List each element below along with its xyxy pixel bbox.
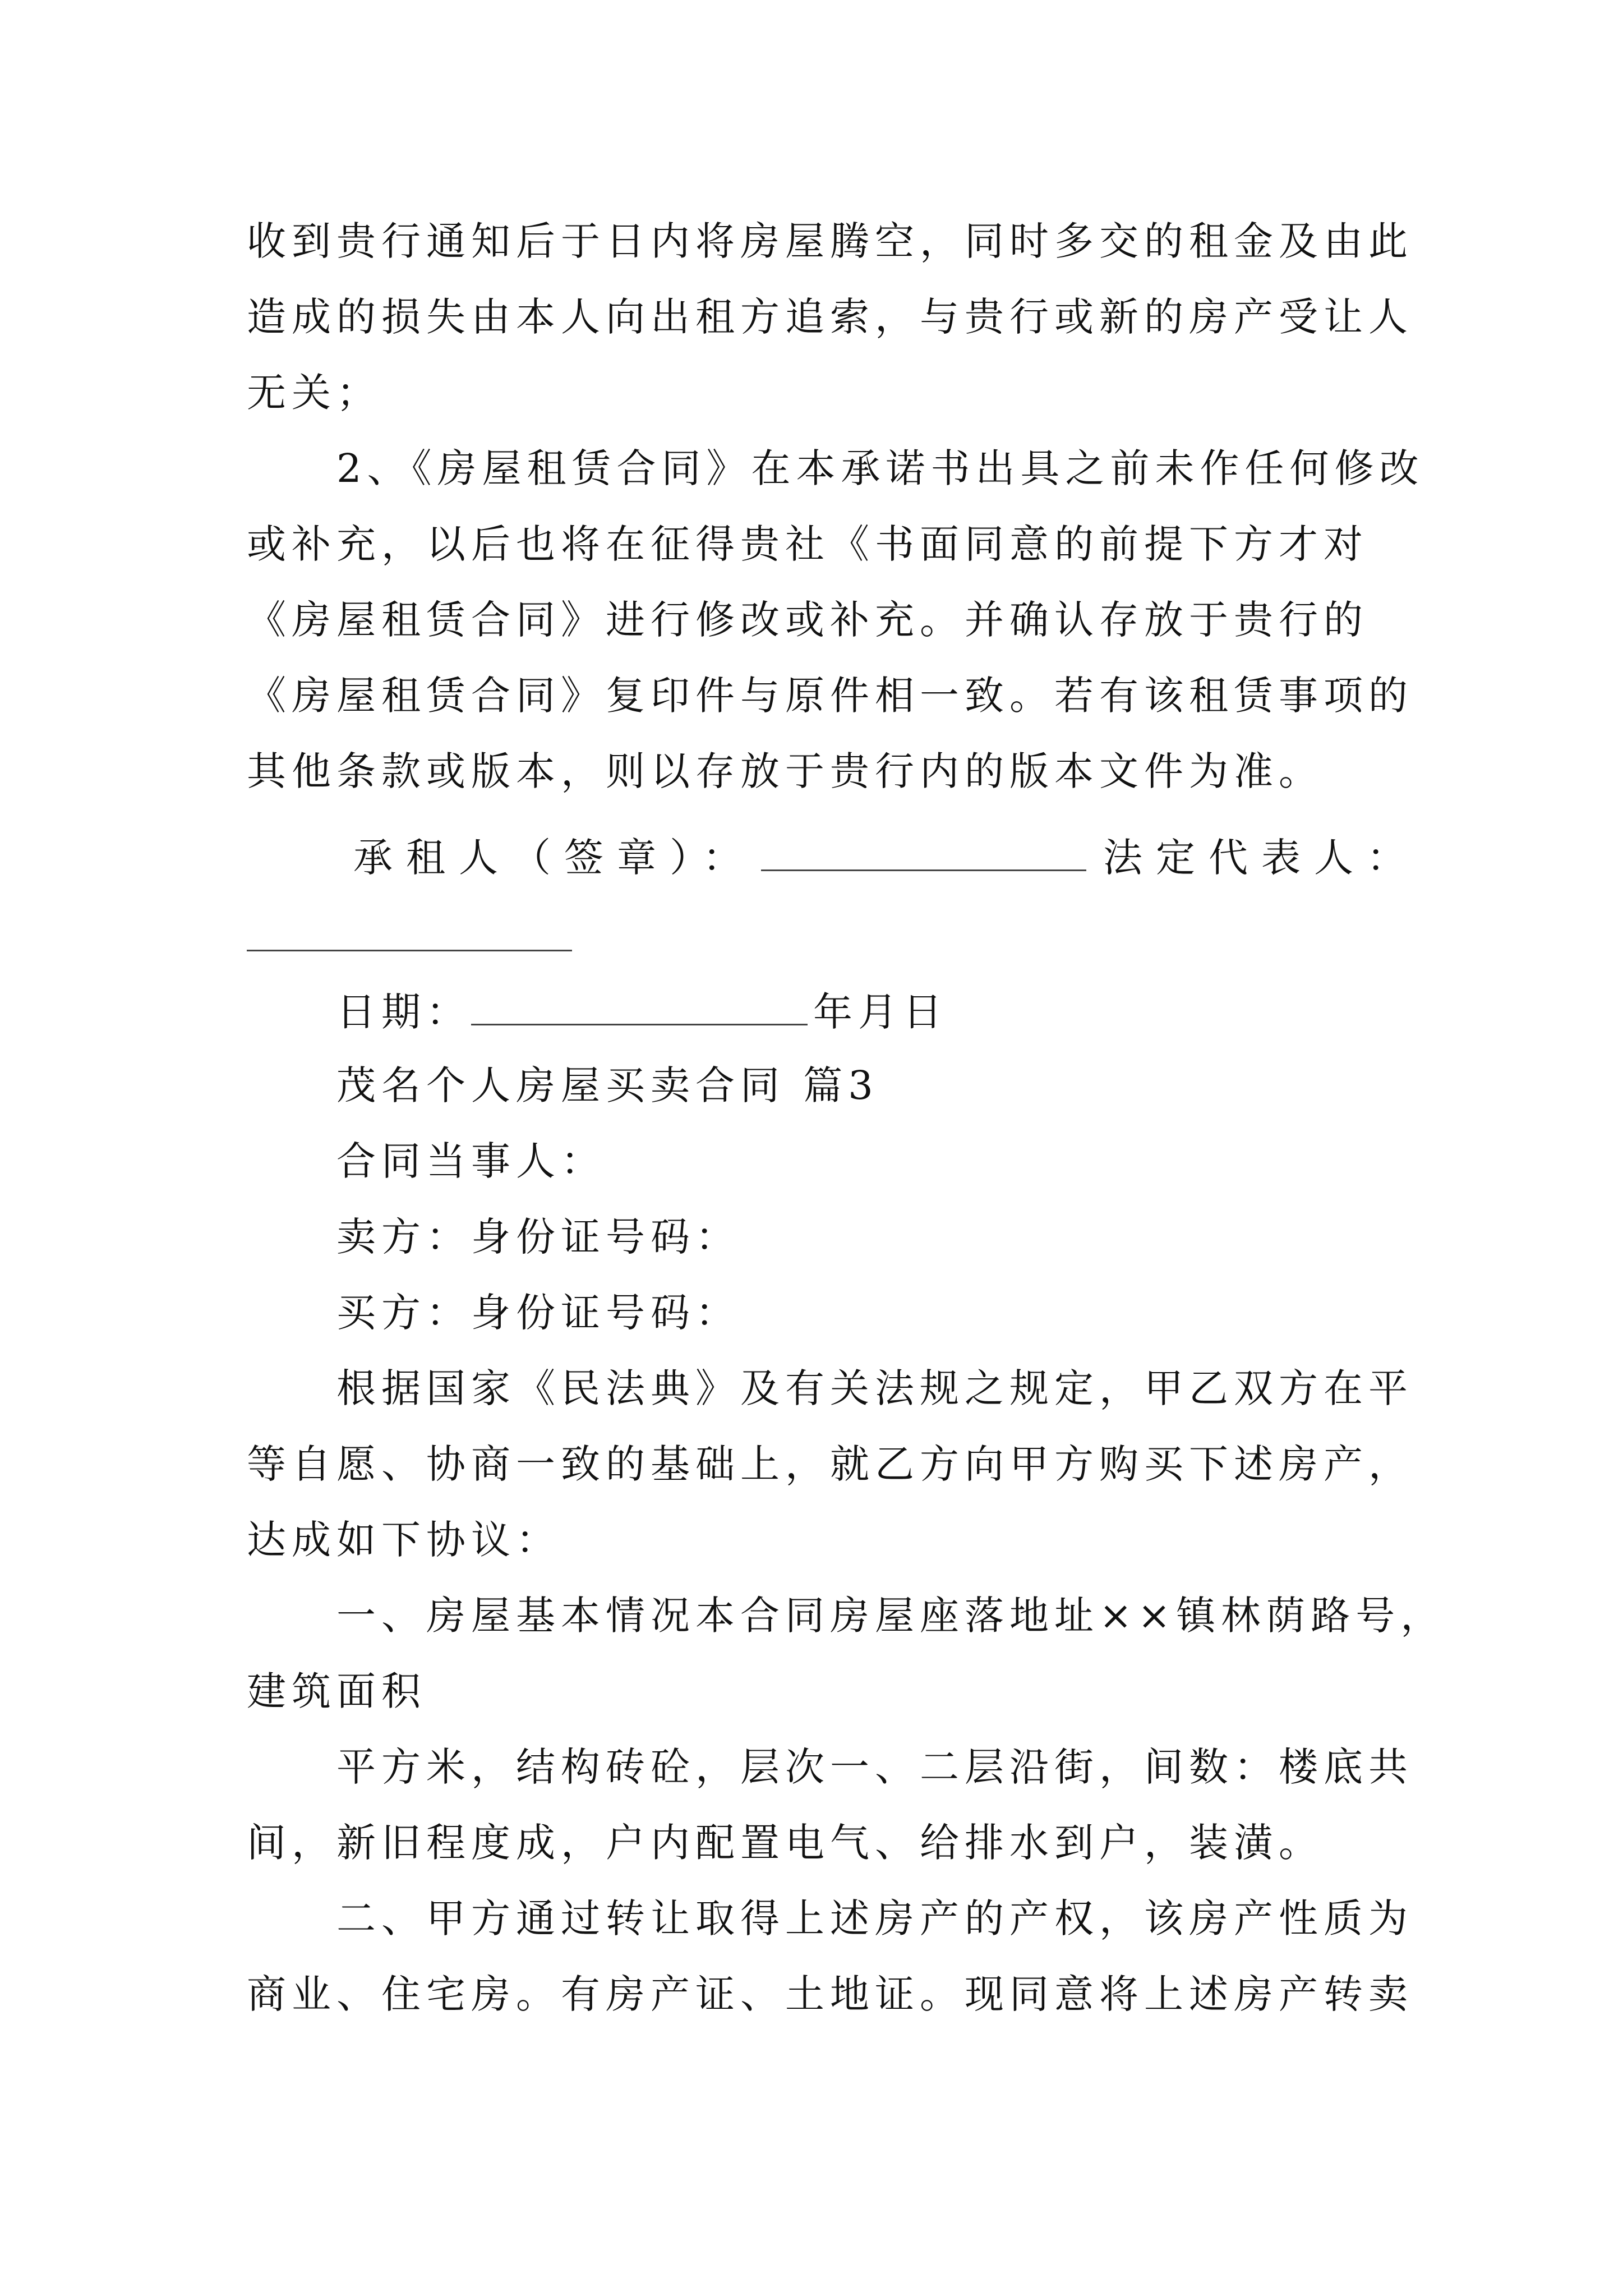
text-line: 根据国家《民法典》及有关法规之规定，甲乙双方在平	[336, 1365, 1413, 1411]
tenant-signature-blank[interactable]	[761, 836, 1086, 871]
text-line: 收到贵行通知后于日内将房屋腾空，同时多交的租金及由此	[247, 218, 1413, 264]
date-label: 日期：	[336, 989, 471, 1035]
contract-title: 茂名个人房屋买卖合同 篇3	[336, 1062, 879, 1108]
tenant-signature-label: 承租人（签章）：	[353, 835, 755, 881]
text-line: 平方米，结构砖砼，层次一、二层沿街，间数：楼底共	[336, 1744, 1413, 1790]
text-line: 《房屋租赁合同》复印件与原件相一致。若有该租赁事项的	[247, 673, 1413, 719]
text-line: 二、甲方通过转让取得上述房产的产权，该房产性质为	[336, 1895, 1413, 1941]
text-line: 或补充，以后也将在征得贵社《书面同意的前提下方才对	[247, 521, 1368, 567]
parties-label: 合同当事人：	[336, 1138, 606, 1184]
text-line: 2、《房屋租赁合同》在本承诺书出具之前未作任何修改	[336, 445, 1424, 491]
text-line: 其他条款或版本，则以存放于贵行内的版本文件为准。	[247, 748, 1324, 794]
text-line: 一、房屋基本情况本合同房屋座落地址××镇林荫路号，	[336, 1593, 1446, 1639]
text-line: 无关；	[247, 370, 381, 416]
date-suffix: 年月日	[813, 989, 948, 1035]
buyer-line: 买方：身份证号码：	[336, 1290, 740, 1336]
text-line: 造成的损失由本人向出租方追索，与贵行或新的房产受让人	[247, 294, 1413, 340]
date-blank[interactable]	[471, 990, 808, 1025]
text-line: 等自愿、协商一致的基础上，就乙方向甲方购买下述房产，	[247, 1441, 1413, 1487]
text-line: 建筑面积	[247, 1668, 426, 1714]
text-line: 间，新旧程度成，户内配置电气、给排水到户，装潢。	[247, 1820, 1324, 1866]
signature-row	[353, 835, 1419, 881]
text-line: 《房屋租赁合同》进行修改或补充。并确认存放于贵行的	[247, 597, 1368, 643]
legal-rep-label: 法定代表人：	[1103, 835, 1419, 881]
date-row	[336, 989, 948, 1035]
seller-line: 卖方：身份证号码：	[336, 1214, 740, 1260]
text-line: 商业、住宅房。有房产证、土地证。现同意将上述房产转卖	[247, 1971, 1413, 2017]
text-line: 达成如下协议：	[247, 1517, 561, 1563]
legal-rep-signature-blank[interactable]	[247, 950, 572, 951]
